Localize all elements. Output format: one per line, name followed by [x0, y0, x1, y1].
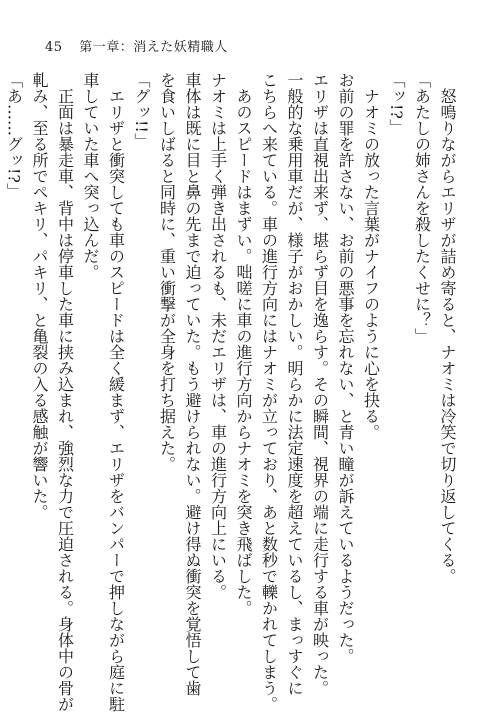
text-line: 一般的な乗用車だが、様子がおかしい。明らかに法定速度を超えているし、まっすぐに [285, 72, 304, 696]
text-line: ナオミの放った言葉がナイフのように心を抉る。 [361, 88, 381, 440]
novel-body-text [4, 72, 460, 712]
text-line: 「ッ!?」 [387, 72, 406, 136]
text-line: お前の罪を許さない、お前の悪事を忘れない、と青い瞳が訴えているようだった。 [336, 72, 355, 664]
text-line: エリザと衝突しても車のスピードは全く緩まず、エリザをバンパーで押しながら庭に駐 [106, 88, 126, 712]
running-header [45, 36, 228, 55]
text-line: あのスピードはまずい。咄嗟に車の進行方向からナオミを突き飛ばした。 [234, 88, 253, 616]
text-line: こちらへ来ている。車の進行方向にはナオミが立っており、あと数秒で轢かれてしまう。 [259, 72, 279, 712]
text-line: 車していた車へ突っ込んだ。 [81, 72, 100, 280]
page-number: 45 [45, 40, 63, 55]
text-line: エリザは直視出来ず、堪らず目を逸らす。その瞬間、視界の端に走行する車が映った。 [310, 72, 330, 696]
text-line: を食いしばると同時に、重い衝撃が全身を打ち据えた。 [157, 72, 177, 472]
text-line: 「あたしの姉さんを殺したくせに？」 [412, 72, 432, 344]
text-line: 「グッ!!」 [132, 72, 151, 149]
text-line: 怒鳴りながらエリザが詰め寄ると、ナオミは冷笑で切り返してくる。 [438, 88, 457, 584]
text-line: 車体は既に目と鼻の先まで迫っていた。もう避けられない。避け得ぬ衝突を覚悟して歯 [183, 72, 202, 696]
chapter-title: 第一章：消えた妖精職人 [79, 40, 228, 55]
text-line: 「あ……グッ!?」 [4, 72, 24, 200]
text-line: ナオミは上手く弾き出されるも、未だエリザは、車の進行方向上にいる。 [208, 72, 228, 600]
text-line: 正面は暴走車、背中は停車した車に挟み込まれ、強烈な力で圧迫される。身体中の骨が [55, 88, 75, 712]
text-line: 軋み、至る所でペキリ、パキリ、と亀裂の入る感触が響いた。 [30, 72, 49, 520]
